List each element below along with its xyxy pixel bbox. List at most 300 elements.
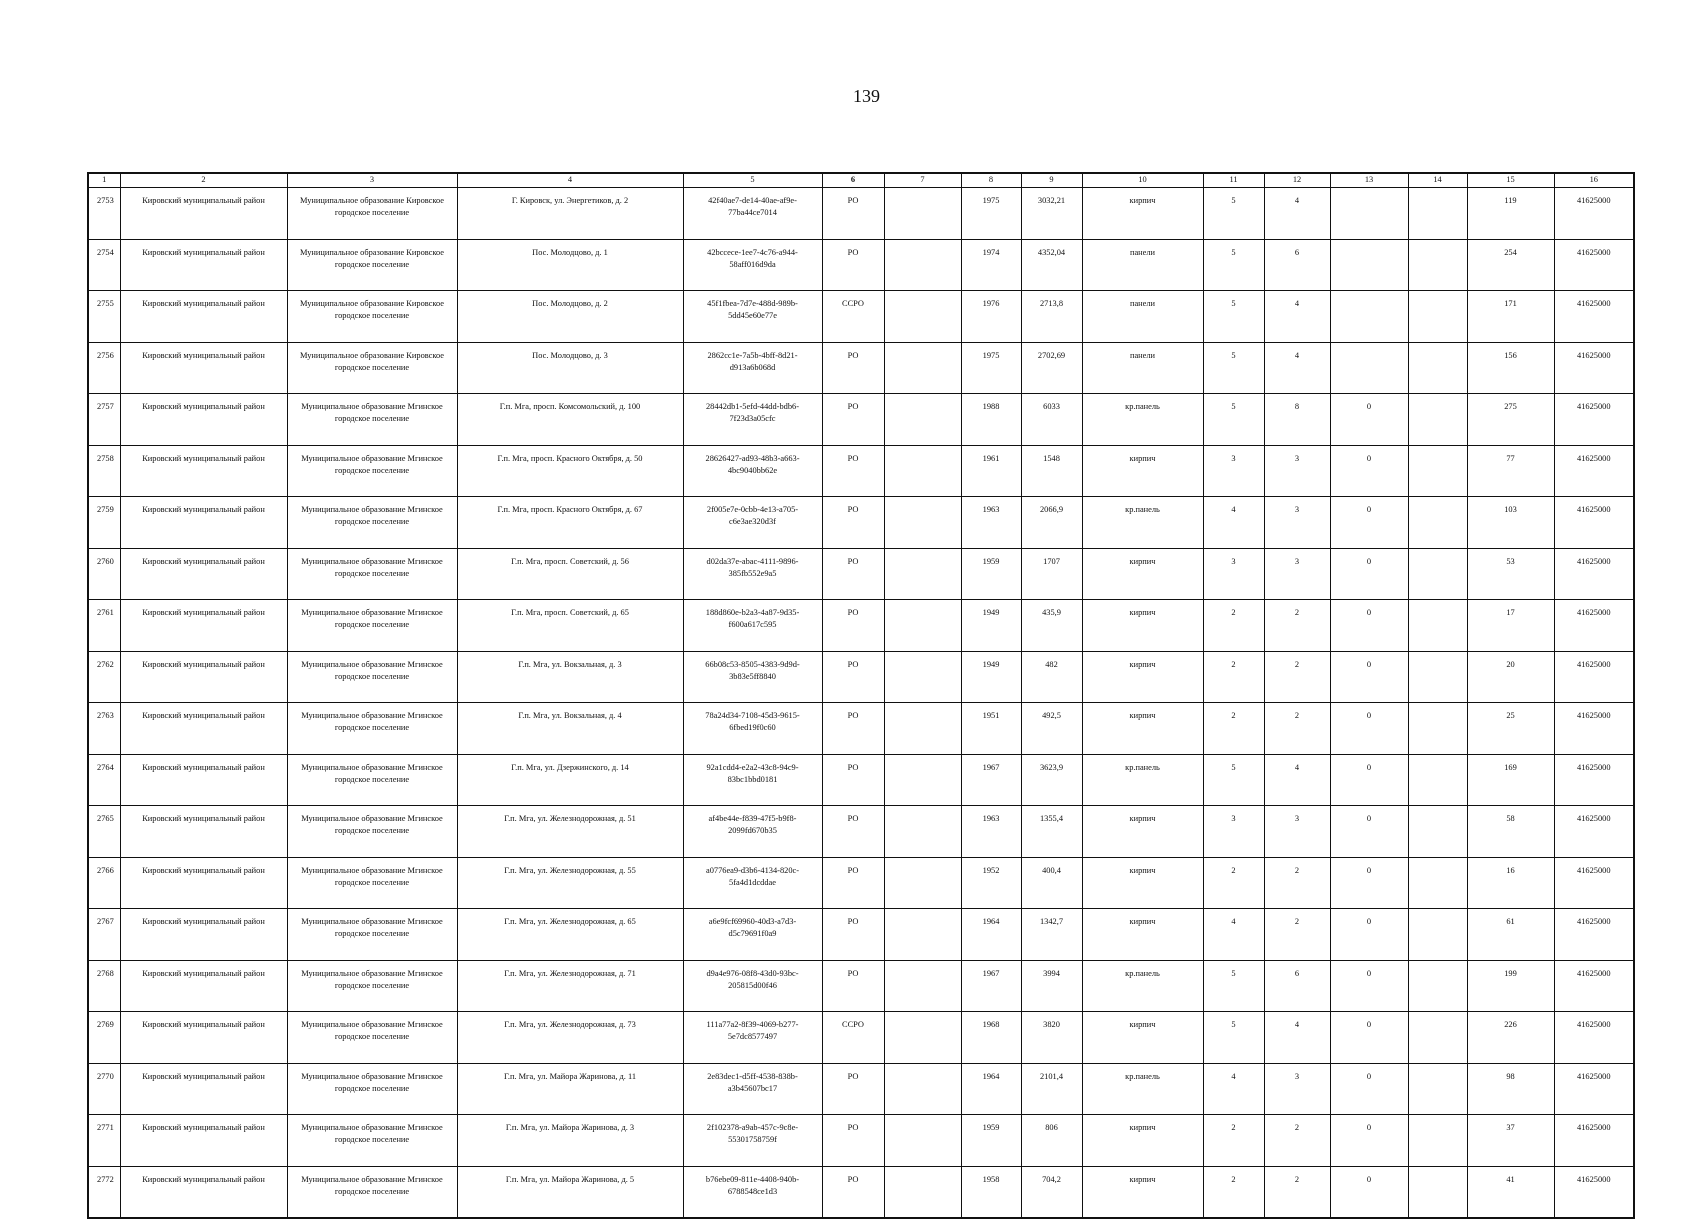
cell-col-14 bbox=[1408, 857, 1467, 909]
cell-floors: 5 bbox=[1203, 394, 1264, 446]
cell-oktmo: 41625000 bbox=[1554, 909, 1634, 961]
cell-management-type: РО bbox=[822, 600, 884, 652]
cell-year-built: 1964 bbox=[961, 909, 1021, 961]
cell-municipality: Муниципальное образование Мгинское городское поселение bbox=[287, 548, 457, 600]
cell-fias-id: 92a1cdd4-e2a2-43c8-94c9-83bc1bbd0181 bbox=[683, 754, 822, 806]
cell-address: Г.п. Мга, ул. Вокзальная, д. 4 bbox=[457, 703, 683, 755]
cell-management-type: РО bbox=[822, 754, 884, 806]
cell-entrances: 3 bbox=[1264, 1063, 1330, 1115]
cell-col-14 bbox=[1408, 239, 1467, 291]
cell-entrances: 3 bbox=[1264, 445, 1330, 497]
cell-area: 2066,9 bbox=[1021, 497, 1082, 549]
cell-wall-material: кр.панель bbox=[1082, 394, 1203, 446]
cell-entrances: 3 bbox=[1264, 806, 1330, 858]
cell-management-type: РО bbox=[822, 1115, 884, 1167]
cell-district: Кировский муниципальный район bbox=[120, 754, 287, 806]
cell-address: Пос. Молодцово, д. 3 bbox=[457, 342, 683, 394]
cell-col-13: 0 bbox=[1330, 960, 1408, 1012]
cell-area: 1707 bbox=[1021, 548, 1082, 600]
cell-management-type: РО bbox=[822, 857, 884, 909]
cell-col-13: 0 bbox=[1330, 754, 1408, 806]
cell-address: Г.п. Мга, ул. Вокзальная, д. 3 bbox=[457, 651, 683, 703]
cell-wall-material: кирпич bbox=[1082, 1115, 1203, 1167]
cell-year-built: 1976 bbox=[961, 291, 1021, 343]
cell-district: Кировский муниципальный район bbox=[120, 1166, 287, 1218]
cell-year-built: 1974 bbox=[961, 239, 1021, 291]
cell-municipality: Муниципальное образование Кировское городское поселение bbox=[287, 342, 457, 394]
cell-col-14 bbox=[1408, 497, 1467, 549]
cell-floors: 3 bbox=[1203, 445, 1264, 497]
cell-wall-material: кирпич bbox=[1082, 600, 1203, 652]
cell-floors: 5 bbox=[1203, 291, 1264, 343]
cell-municipality: Муниципальное образование Мгинское городское поселение bbox=[287, 497, 457, 549]
cell-management-type: РО bbox=[822, 239, 884, 291]
cell-area: 482 bbox=[1021, 651, 1082, 703]
cell-oktmo: 41625000 bbox=[1554, 754, 1634, 806]
cell-area: 1355,4 bbox=[1021, 806, 1082, 858]
cell-entrances: 6 bbox=[1264, 960, 1330, 1012]
table-row bbox=[88, 1166, 1634, 1218]
cell-col-7 bbox=[884, 1012, 961, 1064]
cell-address: Г.п. Мга, просп. Красного Октября, д. 67 bbox=[457, 497, 683, 549]
cell-floors: 5 bbox=[1203, 1012, 1264, 1064]
cell-oktmo: 41625000 bbox=[1554, 188, 1634, 240]
cell-address: Г.п. Мга, ул. Железнодорожная, д. 51 bbox=[457, 806, 683, 858]
cell-col-13: 0 bbox=[1330, 651, 1408, 703]
cell-col-14 bbox=[1408, 703, 1467, 755]
table-row bbox=[88, 497, 1634, 549]
cell-col-7 bbox=[884, 651, 961, 703]
table-row bbox=[88, 754, 1634, 806]
cell-fias-id: a6e9fcf69960-40d3-a7d3-d5c79691f0a9 bbox=[683, 909, 822, 961]
cell-col-13: 0 bbox=[1330, 1115, 1408, 1167]
cell-year-built: 1959 bbox=[961, 548, 1021, 600]
cell-oktmo: 41625000 bbox=[1554, 1166, 1634, 1218]
cell-residents: 103 bbox=[1467, 497, 1554, 549]
cell-district: Кировский муниципальный район bbox=[120, 909, 287, 961]
cell-row-number: 2763 bbox=[88, 703, 120, 755]
cell-oktmo: 41625000 bbox=[1554, 548, 1634, 600]
cell-year-built: 1958 bbox=[961, 1166, 1021, 1218]
table-row bbox=[88, 651, 1634, 703]
table-row bbox=[88, 960, 1634, 1012]
cell-management-type: РО bbox=[822, 188, 884, 240]
cell-district: Кировский муниципальный район bbox=[120, 703, 287, 755]
cell-area: 2713,8 bbox=[1021, 291, 1082, 343]
cell-col-7 bbox=[884, 342, 961, 394]
cell-floors: 2 bbox=[1203, 857, 1264, 909]
cell-entrances: 3 bbox=[1264, 548, 1330, 600]
column-header-10: 10 bbox=[1082, 173, 1203, 188]
cell-area: 435,9 bbox=[1021, 600, 1082, 652]
cell-residents: 169 bbox=[1467, 754, 1554, 806]
cell-municipality: Муниципальное образование Мгинское городское поселение bbox=[287, 394, 457, 446]
cell-row-number: 2757 bbox=[88, 394, 120, 446]
cell-row-number: 2771 bbox=[88, 1115, 120, 1167]
cell-area: 1548 bbox=[1021, 445, 1082, 497]
cell-wall-material: кр.панель bbox=[1082, 1063, 1203, 1115]
cell-col-7 bbox=[884, 445, 961, 497]
cell-residents: 61 bbox=[1467, 909, 1554, 961]
cell-municipality: Муниципальное образование Кировское городское поселение bbox=[287, 188, 457, 240]
cell-area: 6033 bbox=[1021, 394, 1082, 446]
cell-residents: 119 bbox=[1467, 188, 1554, 240]
column-header-15: 15 bbox=[1467, 173, 1554, 188]
cell-col-14 bbox=[1408, 291, 1467, 343]
cell-row-number: 2756 bbox=[88, 342, 120, 394]
cell-management-type: РО bbox=[822, 651, 884, 703]
cell-col-7 bbox=[884, 1166, 961, 1218]
cell-col-7 bbox=[884, 960, 961, 1012]
cell-management-type: РО bbox=[822, 1166, 884, 1218]
cell-municipality: Муниципальное образование Кировское городское поселение bbox=[287, 291, 457, 343]
cell-address: Г.п. Мга, просп. Комсомольский, д. 100 bbox=[457, 394, 683, 446]
table-row bbox=[88, 600, 1634, 652]
cell-col-13: 0 bbox=[1330, 445, 1408, 497]
cell-col-13 bbox=[1330, 291, 1408, 343]
cell-floors: 2 bbox=[1203, 703, 1264, 755]
cell-district: Кировский муниципальный район bbox=[120, 857, 287, 909]
cell-col-14 bbox=[1408, 1012, 1467, 1064]
cell-entrances: 4 bbox=[1264, 754, 1330, 806]
cell-row-number: 2753 bbox=[88, 188, 120, 240]
cell-management-type: РО bbox=[822, 806, 884, 858]
cell-year-built: 1967 bbox=[961, 960, 1021, 1012]
cell-area: 400,4 bbox=[1021, 857, 1082, 909]
column-header-4: 4 bbox=[457, 173, 683, 188]
cell-district: Кировский муниципальный район bbox=[120, 497, 287, 549]
column-header-5: 5 bbox=[683, 173, 822, 188]
cell-year-built: 1975 bbox=[961, 188, 1021, 240]
cell-residents: 226 bbox=[1467, 1012, 1554, 1064]
cell-year-built: 1988 bbox=[961, 394, 1021, 446]
column-header-3: 3 bbox=[287, 173, 457, 188]
cell-col-7 bbox=[884, 548, 961, 600]
cell-oktmo: 41625000 bbox=[1554, 1115, 1634, 1167]
cell-col-7 bbox=[884, 600, 961, 652]
cell-district: Кировский муниципальный район bbox=[120, 445, 287, 497]
cell-fias-id: a0776ea9-d3b6-4134-820c-5fa4d1dcddae bbox=[683, 857, 822, 909]
cell-residents: 98 bbox=[1467, 1063, 1554, 1115]
cell-municipality: Муниципальное образование Мгинское городское поселение bbox=[287, 754, 457, 806]
cell-col-13 bbox=[1330, 239, 1408, 291]
cell-row-number: 2768 bbox=[88, 960, 120, 1012]
cell-area: 3032,21 bbox=[1021, 188, 1082, 240]
cell-col-7 bbox=[884, 703, 961, 755]
cell-col-13 bbox=[1330, 342, 1408, 394]
cell-wall-material: кирпич bbox=[1082, 857, 1203, 909]
cell-col-14 bbox=[1408, 960, 1467, 1012]
cell-entrances: 4 bbox=[1264, 1012, 1330, 1064]
cell-address: Г.п. Мга, ул. Железнодорожная, д. 65 bbox=[457, 909, 683, 961]
cell-area: 4352,04 bbox=[1021, 239, 1082, 291]
cell-management-type: РО bbox=[822, 342, 884, 394]
cell-fias-id: 42bccece-1ee7-4c76-a944-58aff016d9da bbox=[683, 239, 822, 291]
cell-fias-id: d02da37e-abac-4111-9896-385fb552e9a5 bbox=[683, 548, 822, 600]
cell-municipality: Муниципальное образование Мгинское городское поселение bbox=[287, 1012, 457, 1064]
cell-residents: 37 bbox=[1467, 1115, 1554, 1167]
page-number: 139 bbox=[853, 86, 880, 106]
cell-row-number: 2765 bbox=[88, 806, 120, 858]
table-row bbox=[88, 445, 1634, 497]
cell-district: Кировский муниципальный район bbox=[120, 548, 287, 600]
cell-district: Кировский муниципальный район bbox=[120, 291, 287, 343]
cell-municipality: Муниципальное образование Кировское городское поселение bbox=[287, 239, 457, 291]
cell-oktmo: 41625000 bbox=[1554, 239, 1634, 291]
cell-entrances: 8 bbox=[1264, 394, 1330, 446]
cell-floors: 2 bbox=[1203, 651, 1264, 703]
cell-oktmo: 41625000 bbox=[1554, 703, 1634, 755]
cell-year-built: 1968 bbox=[961, 1012, 1021, 1064]
cell-management-type: РО bbox=[822, 497, 884, 549]
cell-residents: 41 bbox=[1467, 1166, 1554, 1218]
cell-wall-material: панели bbox=[1082, 291, 1203, 343]
cell-district: Кировский муниципальный район bbox=[120, 394, 287, 446]
cell-row-number: 2770 bbox=[88, 1063, 120, 1115]
cell-year-built: 1949 bbox=[961, 651, 1021, 703]
cell-row-number: 2767 bbox=[88, 909, 120, 961]
cell-area: 1342,7 bbox=[1021, 909, 1082, 961]
cell-management-type: РО bbox=[822, 445, 884, 497]
cell-col-14 bbox=[1408, 1063, 1467, 1115]
cell-address: Г.п. Мга, ул. Дзержинского, д. 14 bbox=[457, 754, 683, 806]
table-row bbox=[88, 1063, 1634, 1115]
cell-district: Кировский муниципальный район bbox=[120, 651, 287, 703]
cell-management-type: РО bbox=[822, 1063, 884, 1115]
table-row bbox=[88, 548, 1634, 600]
cell-wall-material: кр.панель bbox=[1082, 960, 1203, 1012]
cell-col-7 bbox=[884, 188, 961, 240]
cell-row-number: 2764 bbox=[88, 754, 120, 806]
cell-fias-id: 2e83dec1-d5ff-4538-838b-a3b45607bc17 bbox=[683, 1063, 822, 1115]
cell-management-type: РО bbox=[822, 909, 884, 961]
cell-col-7 bbox=[884, 857, 961, 909]
cell-district: Кировский муниципальный район bbox=[120, 1115, 287, 1167]
cell-district: Кировский муниципальный район bbox=[120, 806, 287, 858]
cell-col-7 bbox=[884, 239, 961, 291]
cell-col-14 bbox=[1408, 909, 1467, 961]
cell-col-7 bbox=[884, 1063, 961, 1115]
cell-col-14 bbox=[1408, 1115, 1467, 1167]
cell-year-built: 1961 bbox=[961, 445, 1021, 497]
cell-col-14 bbox=[1408, 754, 1467, 806]
cell-oktmo: 41625000 bbox=[1554, 342, 1634, 394]
cell-residents: 25 bbox=[1467, 703, 1554, 755]
cell-wall-material: кирпич bbox=[1082, 703, 1203, 755]
cell-row-number: 2772 bbox=[88, 1166, 120, 1218]
cell-fias-id: 28442db1-5efd-44dd-bdb6-7f23d3a05cfc bbox=[683, 394, 822, 446]
column-header-12: 12 bbox=[1264, 173, 1330, 188]
cell-management-type: РО bbox=[822, 548, 884, 600]
cell-municipality: Муниципальное образование Мгинское городское поселение bbox=[287, 1063, 457, 1115]
cell-address: Г.п. Мга, ул. Майора Жаринова, д. 11 bbox=[457, 1063, 683, 1115]
cell-fias-id: 28626427-ad93-48b3-a663-4bc9040bb62e bbox=[683, 445, 822, 497]
cell-year-built: 1963 bbox=[961, 497, 1021, 549]
cell-municipality: Муниципальное образование Мгинское городское поселение bbox=[287, 960, 457, 1012]
cell-municipality: Муниципальное образование Мгинское городское поселение bbox=[287, 445, 457, 497]
table-row bbox=[88, 1012, 1634, 1064]
cell-wall-material: кр.панель bbox=[1082, 754, 1203, 806]
cell-residents: 77 bbox=[1467, 445, 1554, 497]
cell-floors: 5 bbox=[1203, 342, 1264, 394]
cell-address: Г.п. Мга, просп. Советский, д. 65 bbox=[457, 600, 683, 652]
cell-entrances: 6 bbox=[1264, 239, 1330, 291]
cell-wall-material: кирпич bbox=[1082, 445, 1203, 497]
cell-residents: 16 bbox=[1467, 857, 1554, 909]
cell-year-built: 1959 bbox=[961, 1115, 1021, 1167]
cell-row-number: 2766 bbox=[88, 857, 120, 909]
cell-area: 704,2 bbox=[1021, 1166, 1082, 1218]
column-header-7: 7 bbox=[884, 173, 961, 188]
cell-wall-material: панели bbox=[1082, 239, 1203, 291]
cell-entrances: 4 bbox=[1264, 188, 1330, 240]
cell-district: Кировский муниципальный район bbox=[120, 239, 287, 291]
cell-entrances: 2 bbox=[1264, 909, 1330, 961]
cell-residents: 20 bbox=[1467, 651, 1554, 703]
cell-fias-id: 2862cc1e-7a5b-4bff-8d21-d913a6b068d bbox=[683, 342, 822, 394]
cell-col-7 bbox=[884, 291, 961, 343]
cell-floors: 2 bbox=[1203, 1166, 1264, 1218]
cell-fias-id: 66b08c53-8505-4383-9d9d-3b83e5ff8840 bbox=[683, 651, 822, 703]
cell-municipality: Муниципальное образование Мгинское городское поселение bbox=[287, 1166, 457, 1218]
cell-col-13: 0 bbox=[1330, 857, 1408, 909]
cell-residents: 17 bbox=[1467, 600, 1554, 652]
cell-district: Кировский муниципальный район bbox=[120, 188, 287, 240]
cell-management-type: ССРО bbox=[822, 1012, 884, 1064]
cell-municipality: Муниципальное образование Мгинское городское поселение bbox=[287, 703, 457, 755]
cell-floors: 5 bbox=[1203, 754, 1264, 806]
cell-address: Г.п. Мга, ул. Майора Жаринова, д. 5 bbox=[457, 1166, 683, 1218]
cell-management-type: РО bbox=[822, 960, 884, 1012]
cell-floors: 2 bbox=[1203, 1115, 1264, 1167]
cell-col-7 bbox=[884, 754, 961, 806]
cell-col-13: 0 bbox=[1330, 394, 1408, 446]
cell-district: Кировский муниципальный район bbox=[120, 960, 287, 1012]
cell-address: Г.п. Мга, ул. Железнодорожная, д. 55 bbox=[457, 857, 683, 909]
cell-wall-material: кирпич bbox=[1082, 548, 1203, 600]
cell-year-built: 1952 bbox=[961, 857, 1021, 909]
cell-col-13: 0 bbox=[1330, 497, 1408, 549]
cell-entrances: 2 bbox=[1264, 857, 1330, 909]
cell-entrances: 2 bbox=[1264, 600, 1330, 652]
cell-address: Г.п. Мга, просп. Красного Октября, д. 50 bbox=[457, 445, 683, 497]
table-row bbox=[88, 909, 1634, 961]
cell-col-13: 0 bbox=[1330, 600, 1408, 652]
cell-fias-id: af4be44e-f839-47f5-b9f8-2099fd670b35 bbox=[683, 806, 822, 858]
cell-col-14 bbox=[1408, 1166, 1467, 1218]
cell-oktmo: 41625000 bbox=[1554, 291, 1634, 343]
cell-year-built: 1951 bbox=[961, 703, 1021, 755]
column-header-9: 9 bbox=[1021, 173, 1082, 188]
column-header-13: 13 bbox=[1330, 173, 1408, 188]
cell-wall-material: кр.панель bbox=[1082, 497, 1203, 549]
cell-row-number: 2762 bbox=[88, 651, 120, 703]
table-row bbox=[88, 239, 1634, 291]
cell-col-13: 0 bbox=[1330, 548, 1408, 600]
cell-col-7 bbox=[884, 909, 961, 961]
cell-area: 492,5 bbox=[1021, 703, 1082, 755]
cell-oktmo: 41625000 bbox=[1554, 806, 1634, 858]
cell-municipality: Муниципальное образование Мгинское городское поселение bbox=[287, 1115, 457, 1167]
table-row bbox=[88, 188, 1634, 240]
cell-address: Г.п. Мга, ул. Железнодорожная, д. 71 bbox=[457, 960, 683, 1012]
table-body bbox=[88, 188, 1634, 1219]
cell-municipality: Муниципальное образование Мгинское городское поселение bbox=[287, 857, 457, 909]
cell-col-13: 0 bbox=[1330, 703, 1408, 755]
cell-address: Пос. Молодцово, д. 1 bbox=[457, 239, 683, 291]
cell-floors: 5 bbox=[1203, 239, 1264, 291]
cell-col-13 bbox=[1330, 188, 1408, 240]
cell-municipality: Муниципальное образование Мгинское городское поселение bbox=[287, 909, 457, 961]
cell-col-14 bbox=[1408, 394, 1467, 446]
cell-oktmo: 41625000 bbox=[1554, 1012, 1634, 1064]
cell-area: 806 bbox=[1021, 1115, 1082, 1167]
cell-oktmo: 41625000 bbox=[1554, 600, 1634, 652]
cell-management-type: ССРО bbox=[822, 291, 884, 343]
cell-oktmo: 41625000 bbox=[1554, 960, 1634, 1012]
cell-col-14 bbox=[1408, 188, 1467, 240]
cell-address: Г.п. Мга, просп. Советский, д. 56 bbox=[457, 548, 683, 600]
cell-residents: 156 bbox=[1467, 342, 1554, 394]
cell-floors: 3 bbox=[1203, 806, 1264, 858]
cell-floors: 3 bbox=[1203, 548, 1264, 600]
cell-residents: 254 bbox=[1467, 239, 1554, 291]
cell-entrances: 4 bbox=[1264, 291, 1330, 343]
column-header-14: 14 bbox=[1408, 173, 1467, 188]
cell-col-13: 0 bbox=[1330, 909, 1408, 961]
table-row bbox=[88, 342, 1634, 394]
cell-wall-material: кирпич bbox=[1082, 1012, 1203, 1064]
cell-district: Кировский муниципальный район bbox=[120, 1063, 287, 1115]
cell-row-number: 2758 bbox=[88, 445, 120, 497]
cell-oktmo: 41625000 bbox=[1554, 445, 1634, 497]
table-row bbox=[88, 394, 1634, 446]
cell-fias-id: 111a77a2-8f39-4069-b277-5e7dc8577497 bbox=[683, 1012, 822, 1064]
table-row bbox=[88, 703, 1634, 755]
cell-fias-id: 42f40ae7-de14-40ae-af9e-77ba44ce7014 bbox=[683, 188, 822, 240]
cell-col-14 bbox=[1408, 548, 1467, 600]
cell-entrances: 2 bbox=[1264, 1115, 1330, 1167]
cell-entrances: 2 bbox=[1264, 651, 1330, 703]
cell-col-7 bbox=[884, 394, 961, 446]
cell-row-number: 2760 bbox=[88, 548, 120, 600]
cell-col-13: 0 bbox=[1330, 1012, 1408, 1064]
table-row bbox=[88, 1115, 1634, 1167]
cell-row-number: 2761 bbox=[88, 600, 120, 652]
cell-oktmo: 41625000 bbox=[1554, 394, 1634, 446]
cell-floors: 5 bbox=[1203, 960, 1264, 1012]
cell-district: Кировский муниципальный район bbox=[120, 1012, 287, 1064]
column-header-8: 8 bbox=[961, 173, 1021, 188]
cell-fias-id: 188d860e-b2a3-4a87-9d35-f600a617c595 bbox=[683, 600, 822, 652]
cell-residents: 275 bbox=[1467, 394, 1554, 446]
column-header-6: 6 bbox=[822, 173, 884, 188]
cell-fias-id: 78a24d34-7108-45d3-9615-6fbed19f0c60 bbox=[683, 703, 822, 755]
cell-floors: 4 bbox=[1203, 909, 1264, 961]
housing-registry-table bbox=[87, 172, 1635, 1219]
cell-entrances: 3 bbox=[1264, 497, 1330, 549]
cell-col-7 bbox=[884, 497, 961, 549]
cell-fias-id: d9a4e976-08f8-43d0-93bc-205815d00f46 bbox=[683, 960, 822, 1012]
cell-fias-id: b76ebe09-811e-4408-940b-6788548ce1d3 bbox=[683, 1166, 822, 1218]
cell-residents: 58 bbox=[1467, 806, 1554, 858]
column-number-header-row bbox=[88, 173, 1634, 188]
cell-district: Кировский муниципальный район bbox=[120, 600, 287, 652]
cell-col-7 bbox=[884, 806, 961, 858]
cell-fias-id: 45f1fbea-7d7e-488d-989b-5dd45e60e77e bbox=[683, 291, 822, 343]
cell-wall-material: кирпич bbox=[1082, 909, 1203, 961]
cell-wall-material: кирпич bbox=[1082, 1166, 1203, 1218]
